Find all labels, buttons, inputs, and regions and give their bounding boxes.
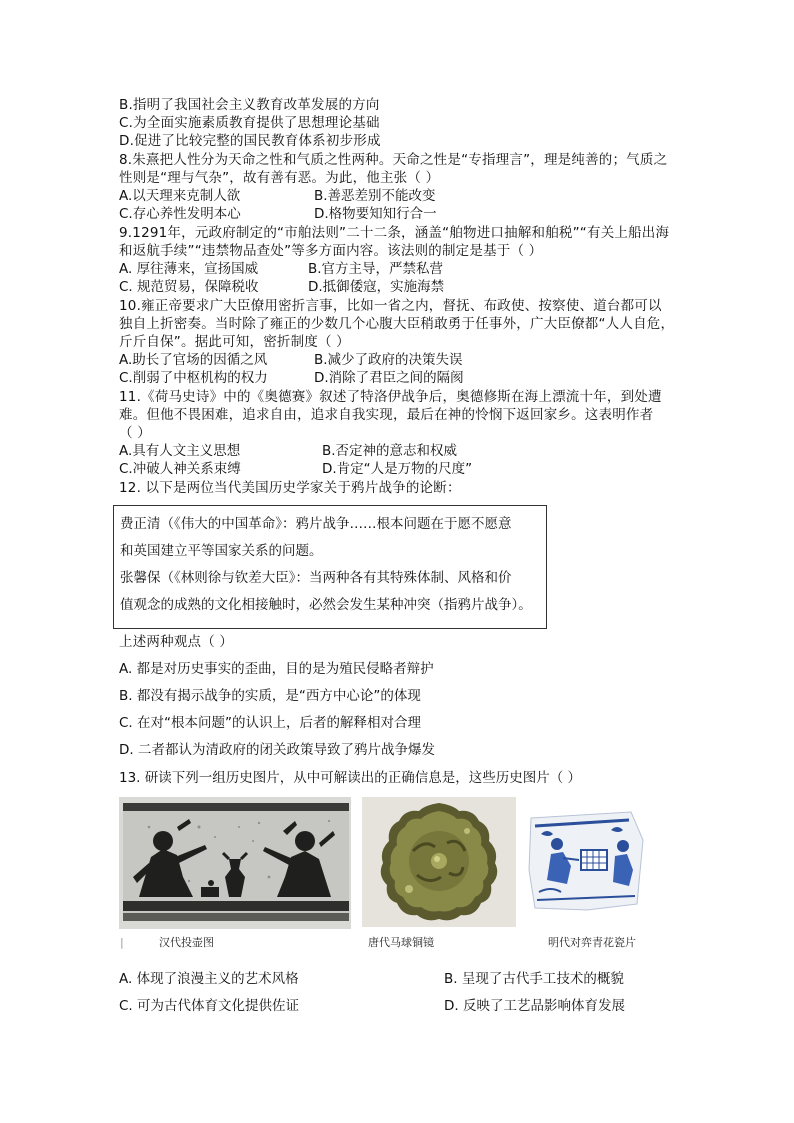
ming-blue-white-porcelain-shard-image (527, 810, 645, 914)
q8-option-d: D.格物要知知行合一 (314, 206, 437, 222)
q9-stem-line2: 和返航手续”“违禁物品查处”等多方面内容。该法则的制定是基于（ ） (119, 243, 543, 259)
q11-stem-line1: 11.《荷马史诗》中的《奥德赛》叙述了特洛伊战争后，奥德修斯在海上漂流十年，到处遭 (119, 389, 662, 405)
q10-stem-line3: 斤斤自保”。据此可知，密折制度（ ） (119, 334, 350, 350)
q12-stem: 12. 以下是两位当代美国历史学家关于鸦片战争的论断： (119, 480, 461, 496)
q8-option-b: B.善恶差别不能改变 (314, 188, 436, 204)
q12-quote-box (113, 505, 547, 629)
q9-option-c: C. 规范贸易，保障税收 (119, 279, 259, 295)
quote-fairbank-line1: 费正清（《伟大的中国革命》：鸦片战争……根本问题在于愿不愿意 (120, 516, 512, 532)
han-touhu-rubbing-image (119, 797, 351, 929)
q12-option-a: A. 都是对历史事实的歪曲，目的是为殖民侵略者辩护 (119, 661, 434, 677)
quote-chang-line1: 张馨保（《林则徐与钦差大臣》：当两种各有其特殊体制、风格和价 (120, 570, 512, 586)
q13-option-c: C. 可为古代体育文化提供佐证 (119, 998, 300, 1014)
q10-option-d: D.消除了君臣之间的隔阂 (314, 370, 464, 386)
q8-option-c: C.存心养性发明本心 (119, 206, 241, 222)
q12-option-d: D. 二者都认为清政府的闭关政策导致了鸦片战争爆发 (119, 742, 435, 758)
q11-option-c: C.冲破人神关系束缚 (119, 461, 241, 477)
q8-option-a: A.以天理来克制人欲 (119, 188, 241, 204)
q7-option-b: B.指明了我国社会主义教育改革发展的方向 (119, 97, 380, 113)
q13-option-a: A. 体现了浪漫主义的艺术风格 (119, 971, 299, 987)
q11-option-b: B.否定神的意志和权威 (322, 443, 458, 459)
q10-option-b: B.减少了政府的决策失误 (314, 352, 463, 368)
q9-option-d: D.抵御倭寇，实施海禁 (308, 279, 445, 295)
q8-stem-line1: 8.朱熹把人性分为天命之性和气质之性两种。天命之性是“专指理言”，理是纯善的；气质之 (119, 152, 668, 168)
q9-stem-line1: 9.1291年，元政府制定的“市舶法则”二十二条，涵盖“舶物进口抽解和舶税”“有关上船出海 (119, 225, 670, 241)
q13-option-b: B. 呈现了古代手工技术的概貌 (444, 971, 624, 987)
caption-han-touhu: 汉代投壶图 (159, 936, 214, 949)
q12-question: 上述两种观点（ ） (119, 634, 234, 650)
q9-option-a: A. 厚往薄来，宣扬国威 (119, 261, 259, 277)
q7-option-d: D.促进了比较完整的国民教育体系初步形成 (119, 133, 381, 149)
q10-option-c: C.削弱了中枢机构的权力 (119, 370, 268, 386)
q10-stem-line1: 10.雍正帝要求广大臣僚用密折言事，比如一省之内，督抚、布政使、按察使、道台都可以 (119, 298, 662, 314)
q9-option-b: B.官方主导，严禁私营 (308, 261, 444, 277)
q13-stem: 13. 研读下列一组历史图片，从中可解读出的正确信息是，这些历史图片（ ） (119, 770, 582, 786)
q10-stem-line2: 独自上折密奏。当时除了雍正的少数几个心腹大臣稍敢勇于任事外，广大臣僚都“人人自危， (119, 316, 675, 332)
q8-stem-line2: 性则是“理与气杂”，故有善有恶。为此，他主张（ ） (119, 170, 440, 186)
q12-option-b: B. 都没有揭示战争的实质，是“西方中心论”的体现 (119, 688, 421, 704)
caption-tang-mirror: 唐代马球铜镜 (368, 936, 434, 949)
image1-edge-mark: | (120, 936, 124, 949)
q7-option-c: C.为全面实施素质教育提供了思想理论基础 (119, 115, 380, 131)
q13-option-d: D. 反映了工艺品影响体育发展 (444, 998, 625, 1014)
q11-stem-line2: 难。但他不畏困难，追求自由，追求自我实现，最后在神的怜悯下返回家乡。这表明作者 (119, 407, 654, 423)
quote-fairbank-line2: 和英国建立平等国家关系的问题。 (120, 543, 323, 559)
q11-option-a: A.具有人文主义思想 (119, 443, 241, 459)
q12-option-c: C. 在对“根本问题”的认识上，后者的解释相对合理 (119, 715, 421, 731)
tang-polo-bronze-mirror-image (362, 797, 516, 927)
quote-chang-line2: 值观念的成熟的文化相接触时，必然会发生某种冲突（指鸦片战争）。 (120, 597, 532, 613)
q11-stem-line3: （ ） (119, 425, 151, 441)
caption-ming-shard: 明代对弈青花瓷片 (548, 936, 636, 949)
q11-option-d: D.肯定“人是万物的尺度” (322, 461, 473, 477)
q10-option-a: A.助长了官场的因循之风 (119, 352, 268, 368)
